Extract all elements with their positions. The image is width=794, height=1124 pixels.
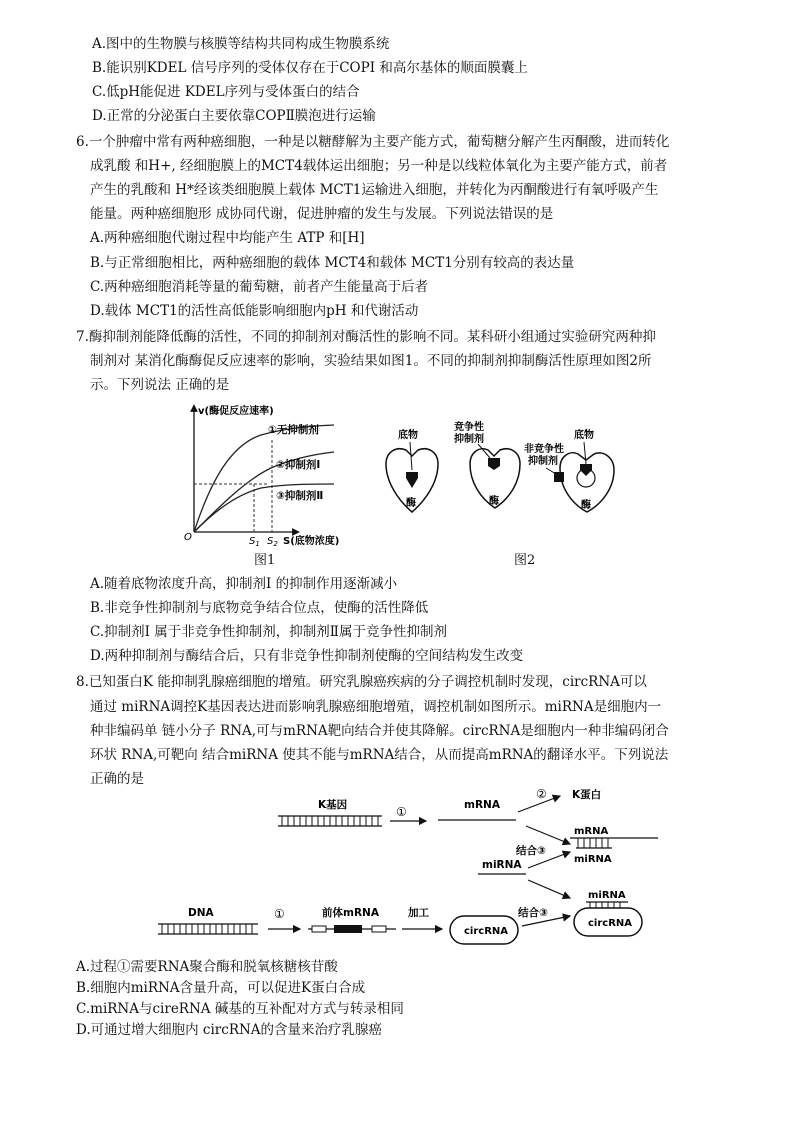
- q8-option-d: D.可通过增大细胞内 circRNA的含量来治疗乳腺癌: [76, 1022, 383, 1038]
- q5-option-d: D.正常的分泌蛋白主要依靠COPⅡ膜泡进行运输: [92, 108, 376, 124]
- figure-2-diagram: [376, 412, 622, 534]
- q6-stem-line-3: 产生的乳酸和 H*经该类细胞膜上载体 MCT1运输进入细胞，并转化为丙酮酸进行有氧呼吸产生: [90, 182, 659, 198]
- mrna-mirna-duplex: [570, 838, 658, 848]
- figure-1-graph: [176, 400, 356, 548]
- q7-option-a: A.随着底物浓度升高，抑制剂I 的抑制作用逐渐减小: [90, 576, 398, 592]
- curve-1-label: ①无抑制剂: [268, 424, 319, 436]
- k-protein-label: K蛋白: [572, 789, 602, 801]
- q8-stem-line-4: 环状 RNA,可靶向 结合miRNA 使其不能与mRNA结合，从而提高mRNA的翻译水平。下列说法: [90, 747, 669, 763]
- step-2-label: ②: [536, 787, 547, 801]
- q7-option-b: B.非竞争性抑制剂与底物竞争结合位点，使酶的活性降低: [90, 600, 429, 616]
- pre-mrna-label: 前体mRNA: [322, 907, 379, 919]
- figure-3-diagram: [150, 776, 670, 948]
- q5-option-b: B.能识别KDEL 信号序列的受体仅存在于COPⅠ 和高尔基体的顺面膜囊上: [92, 60, 528, 76]
- curve-2-label: ②抑制剂Ⅰ: [276, 459, 321, 471]
- enzyme-1-label: 酶: [406, 498, 416, 509]
- figure-2-caption: 图2: [514, 553, 536, 568]
- q8-stem-line-2: 通过 miRNA调控K基因表达进而影响乳腺癌细胞增殖，调控机制如图所示。miRNA是细胞内一: [90, 699, 662, 715]
- q7-stem-line-2: 制剂对 某消化酶酶促反应速率的影响，实验结果如图1。不同的抑制剂抑制酶活性原理如图2所: [90, 353, 652, 369]
- q6-option-d: D.载体 MCT1的活性高低能影响细胞内pH 和代谢活动: [90, 303, 419, 319]
- enzyme-3-label: 酶: [581, 500, 591, 511]
- pre-mrna-strand: [308, 925, 396, 933]
- dna-label: DNA: [188, 907, 214, 919]
- curve-no-inhibitor: [194, 425, 334, 532]
- q8-option-b: B.细胞内miRNA含量升高，可以促进K蛋白合成: [76, 980, 366, 996]
- q7-stem-line-1: 7.酶抑制剂能降低酶的活性，不同的抑制剂对酶活性的影响不同。某科研小组通过实验研究两种抑: [76, 329, 656, 345]
- mrna-label: mRNA: [464, 799, 500, 811]
- mirna-on-circ-label: miRNA: [588, 890, 626, 901]
- figure-1-caption: 图1: [254, 553, 276, 568]
- q6-stem-line-2: 成乳酸 和H+, 经细胞膜上的MCT4载体运出细胞；另一种是以线粒体氧化为主要产能方式，前者: [90, 158, 668, 174]
- q8-option-c: C.miRNA与cireRNA 碱基的互补配对方式与转录相同: [76, 1001, 404, 1017]
- q6-option-c: C.两种癌细胞消耗等量的葡萄糖，前者产生能量高于后者: [90, 279, 429, 295]
- mirna-mid-label: miRNA: [482, 859, 522, 871]
- circrna-label: circRNA: [464, 926, 509, 937]
- step-1b-label: ①: [274, 907, 285, 921]
- q8-option-a: A.过程①需要RNA聚合酶和脱氧核糖核苷酸: [76, 959, 338, 975]
- q8-stem-line-5: 正确的是: [90, 771, 144, 787]
- circrna-2-label: circRNA: [588, 918, 633, 929]
- q7-option-d: D.两种抑制剂与酶结合后，只有非竞争性抑制剂使酶的空间结构发生改变: [90, 648, 524, 664]
- q7-stem-line-3: 示。下列说法 正确的是: [90, 377, 230, 393]
- step-1a-label: ①: [396, 805, 407, 819]
- q6-option-b: B.与正常细胞相比，两种癌细胞的载体 MCT4和载体 MCT1分别有较高的表达量: [90, 255, 575, 271]
- origin-label: O: [184, 532, 192, 543]
- mirna-bottom-label: miRNA: [574, 854, 612, 865]
- q6-option-a: A.两种癌细胞代谢过程中均能产生 ATP 和[H]: [90, 230, 365, 246]
- y-axis-label: v(酶促反应速率): [198, 406, 274, 417]
- q7-option-c: C.抑制剂I 属于非竞争性抑制剂，抑制剂Ⅱ属于竞争性抑制剂: [90, 624, 447, 640]
- noncompetitive-label-1: 非竞争性: [524, 444, 564, 455]
- substrate-2-label: 底物: [574, 430, 594, 441]
- dna-strand: [158, 924, 258, 934]
- q5-option-c: C.低pH能促进 KDEL序列与受体蛋白的结合: [92, 84, 360, 100]
- enzyme-2-label: 酶: [489, 496, 499, 507]
- curve-3-label: ③抑制剂Ⅱ: [276, 490, 324, 502]
- competitive-label-1: 竞争性: [454, 422, 484, 433]
- k-gene-label: K基因: [318, 799, 348, 811]
- competitive-label-2: 抑制剂: [454, 434, 484, 445]
- noncompetitive-label-2: 抑制剂: [528, 456, 558, 467]
- bind-2-label: 结合③: [518, 907, 548, 919]
- process-label: 加工: [408, 907, 429, 919]
- s1-label: $S_1$: [249, 536, 260, 548]
- q6-stem-line-1: 6.一个肿瘤中常有两种癌细胞，一种是以糖酵解为主要产能方式，葡萄糖分解产生丙酮酸，进而转化: [76, 134, 670, 150]
- x-axis-label: S(底物浓度): [283, 536, 340, 547]
- mrna-top-label: mRNA: [574, 826, 609, 837]
- substrate-label: 底物: [398, 430, 418, 441]
- s2-label: $S_2$: [267, 536, 278, 548]
- q6-stem-line-4: 能量。两种癌细胞形 成协同代谢，促进肿瘤的发生与发展。下列说法错误的是: [90, 206, 554, 222]
- q8-stem-line-3: 种非编码单 链小分子 RNA,可与mRNA靶向结合并使其降解。circRNA是细胞内一种非编码闭合: [90, 723, 669, 739]
- k-gene-dna: [278, 816, 382, 826]
- q8-stem-line-1: 8.已知蛋白K 能抑制乳腺癌细胞的增殖。研究乳腺癌疾病的分子调控机制时发现，circRNA可以: [76, 674, 647, 690]
- q5-option-a: A.图中的生物膜与核膜等结构共同构成生物膜系统: [92, 36, 390, 52]
- bind-1-label: 结合③: [516, 845, 546, 857]
